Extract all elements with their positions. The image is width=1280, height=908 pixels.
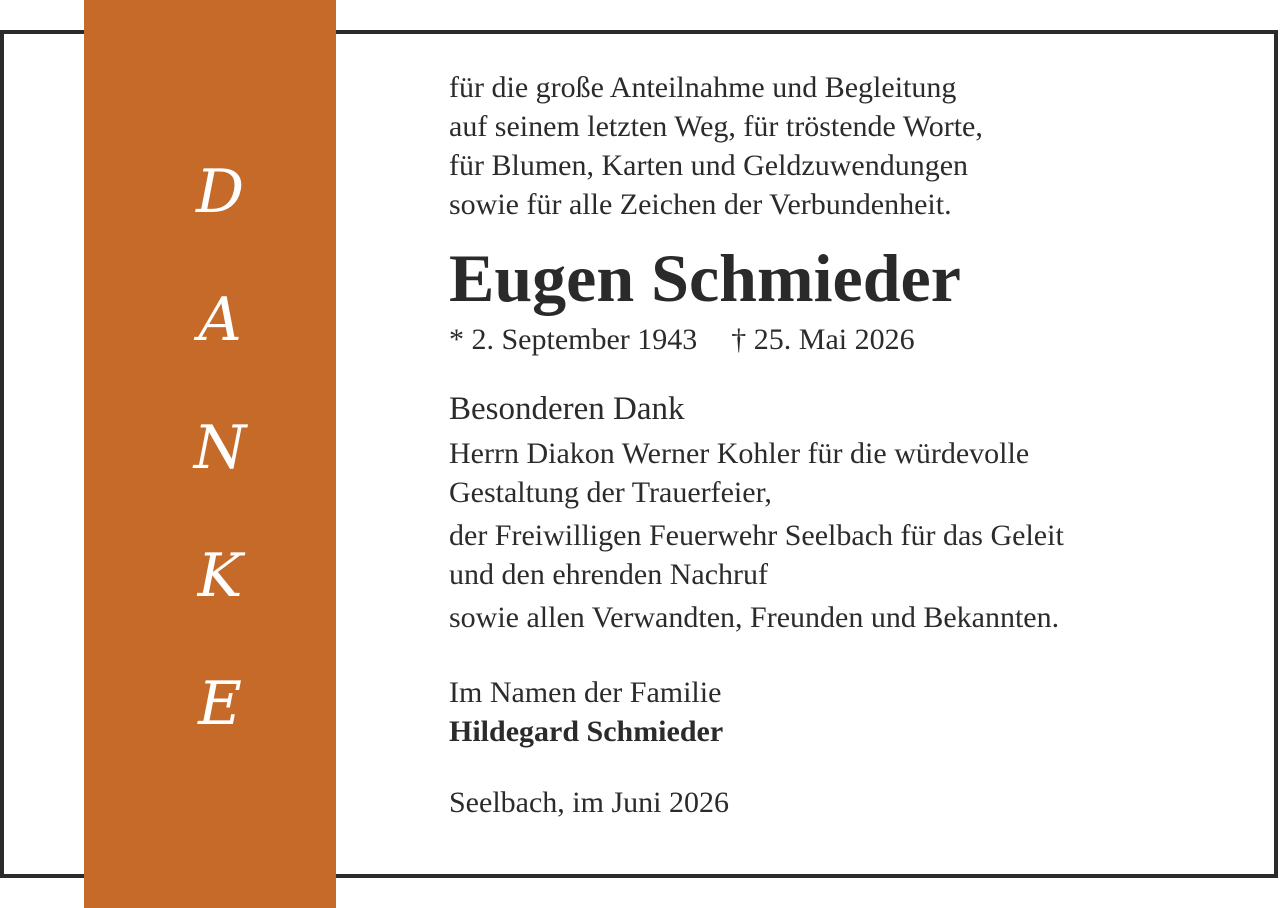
intro-line: für Blumen, Karten und Geldzuwendungen <box>449 149 969 182</box>
notice-content <box>449 68 1249 822</box>
thanks-line: der Freiwilligen Feuerwehr Seelbach für das Geleit <box>449 519 1064 552</box>
intro-line: sowie für alle Zeichen der Verbundenheit. <box>449 188 952 221</box>
place-date: Seelbach, im Juni 2026 <box>449 786 729 819</box>
birth-date: * 2. September 1943 <box>449 323 698 356</box>
thanks-line: Herrn Diakon Werner Kohler für die würdevolle <box>449 437 1030 470</box>
thanks-line: Gestaltung der Trauerfeier, <box>449 476 772 509</box>
signature-name: Hildegard Schmieder <box>449 715 724 748</box>
intro-line: auf seinem letzten Weg, für tröstende Worte, <box>449 110 983 143</box>
danke-vertical-text <box>84 157 336 800</box>
life-dates <box>449 320 1249 360</box>
danke-letter: N <box>193 413 247 483</box>
danke-side-band <box>84 0 336 908</box>
thanks-relatives <box>449 598 1249 637</box>
deceased-name: Eugen Schmieder <box>449 240 961 316</box>
death-date: † 25. Mai 2026 <box>731 323 915 356</box>
signature-intro: Im Namen der Familie <box>449 676 722 709</box>
thanks-line: und den ehrenden Nachruf <box>449 558 769 591</box>
intro-paragraph <box>449 68 1249 224</box>
danke-letter: K <box>197 541 243 611</box>
thanks-line: sowie allen Verwandten, Freunden und Bekannten. <box>449 601 1060 634</box>
thanks-fire-brigade <box>449 516 1249 594</box>
special-thanks-heading: Besonderen Dank <box>449 391 685 427</box>
thanks-deacon <box>449 434 1249 512</box>
danke-letter: E <box>198 669 242 739</box>
danke-letter: A <box>198 285 242 355</box>
danke-letter: D <box>195 157 245 227</box>
intro-line: für die große Anteilnahme und Begleitung <box>449 71 957 104</box>
